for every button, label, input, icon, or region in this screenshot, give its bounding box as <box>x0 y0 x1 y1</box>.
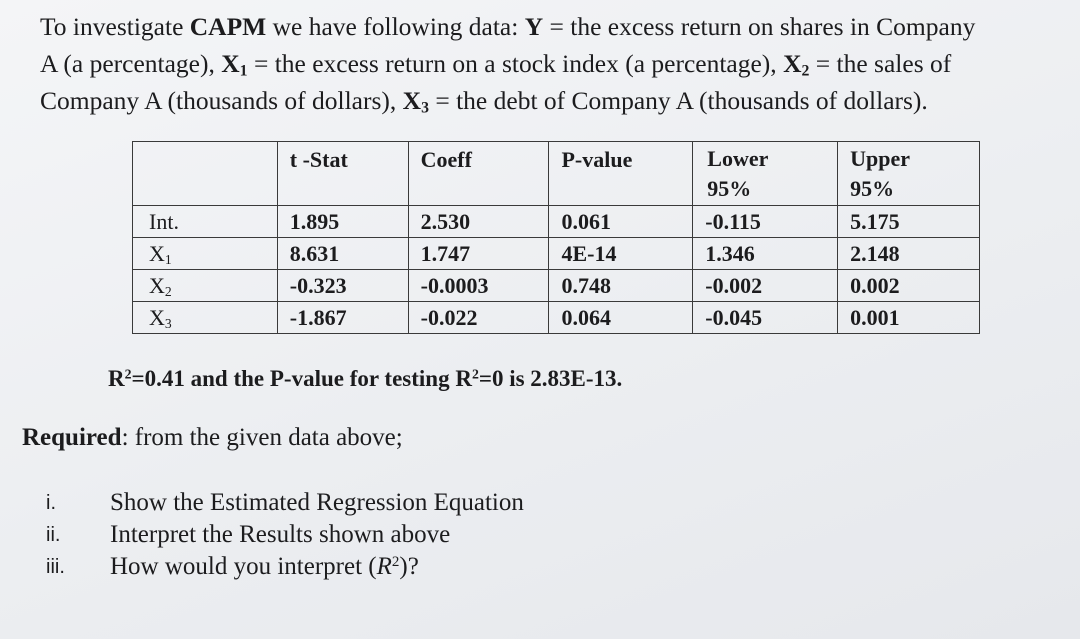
table-row <box>133 302 980 334</box>
cell-coeff: -0.0003 <box>408 270 549 302</box>
cell-tstat: -0.323 <box>277 270 408 302</box>
cell-pvalue: 0.064 <box>549 302 693 334</box>
intro-text: we have following data: <box>266 12 525 41</box>
cell-lower: 1.346 <box>693 238 838 270</box>
intro-line-1 <box>40 8 1070 45</box>
cell-coeff: 1.747 <box>408 238 549 270</box>
cell-tstat: 8.631 <box>277 238 408 270</box>
required-label: Required <box>22 424 122 451</box>
table-row <box>133 270 980 302</box>
cell-lower: -0.115 <box>693 206 838 238</box>
list-item <box>44 519 524 551</box>
cell-lower: -0.002 <box>693 270 838 302</box>
intro-text: = the debt of Company A (thousands of dollars). <box>428 86 928 115</box>
variable-x1: $X_1$ <box>221 49 248 80</box>
cell-pvalue: 0.061 <box>549 206 693 238</box>
variable-x3: $X_3$ <box>402 86 429 117</box>
intro-line-2 <box>40 45 1070 82</box>
cell-coeff: 2.530 <box>408 206 549 238</box>
variable-x2: $X_2$ <box>783 49 810 80</box>
header-upper-95: Upper 95% <box>838 142 980 206</box>
cell-coeff: -0.022 <box>408 302 549 334</box>
question-text: How would you interpret $(R^2)$? <box>110 553 419 580</box>
row-label-x3: $X_3$ <box>133 302 278 334</box>
capm-term: CAPM <box>189 12 267 41</box>
intro-text: Company A (thousands of dollars), <box>40 86 403 115</box>
intro-text: = the sales of <box>809 49 952 78</box>
header-coeff: Coeff <box>408 142 549 206</box>
cell-upper: 5.175 <box>838 206 980 238</box>
list-item <box>44 487 524 519</box>
intro-text: To investigate <box>40 12 190 41</box>
cell-lower: -0.045 <box>693 302 838 334</box>
variable-y: Y <box>524 12 544 41</box>
table-row <box>133 206 980 238</box>
cell-tstat: 1.895 <box>277 206 408 238</box>
question-number: i. <box>46 492 56 514</box>
table-header-row <box>133 142 980 206</box>
cell-tstat: -1.867 <box>277 302 408 334</box>
question-number: iii. <box>46 556 65 578</box>
required-text: : from the given data above; <box>121 424 403 451</box>
cell-upper: 0.002 <box>838 270 980 302</box>
required-heading <box>22 424 403 452</box>
intro-text: A (a percentage), <box>40 49 222 78</box>
row-label-intercept: Int. <box>133 206 278 238</box>
r-squared-statement: $R^2=0.41$ and the P-value for testing $R^2=0$ is 2.83E-13. <box>108 366 623 391</box>
row-label-x2: $X_2$ <box>133 270 278 302</box>
cell-pvalue: 0.748 <box>549 270 693 302</box>
intro-text: = the excess return on a stock index (a percentage), <box>247 49 784 78</box>
regression-table <box>132 141 980 334</box>
cell-pvalue: 4E-14 <box>549 238 693 270</box>
intro-text: = the excess return on shares in Company <box>543 12 976 41</box>
header-lower-95: Lower 95% <box>693 142 838 206</box>
intro-line-3 <box>40 82 1070 119</box>
question-list <box>44 487 524 583</box>
question-number: ii. <box>46 524 61 546</box>
header-tstat: t -Stat <box>277 142 408 206</box>
cell-upper: 0.001 <box>838 302 980 334</box>
question-text: Interpret the Results shown above <box>110 521 451 548</box>
question-text: Show the Estimated Regression Equation <box>110 489 524 516</box>
header-pvalue: P-value <box>549 142 693 206</box>
cell-upper: 2.148 <box>838 238 980 270</box>
problem-statement <box>40 8 1070 119</box>
row-label-x1: $X_1$ <box>133 238 278 270</box>
header-blank <box>133 142 278 206</box>
table-row <box>133 238 980 270</box>
list-item <box>44 551 524 583</box>
